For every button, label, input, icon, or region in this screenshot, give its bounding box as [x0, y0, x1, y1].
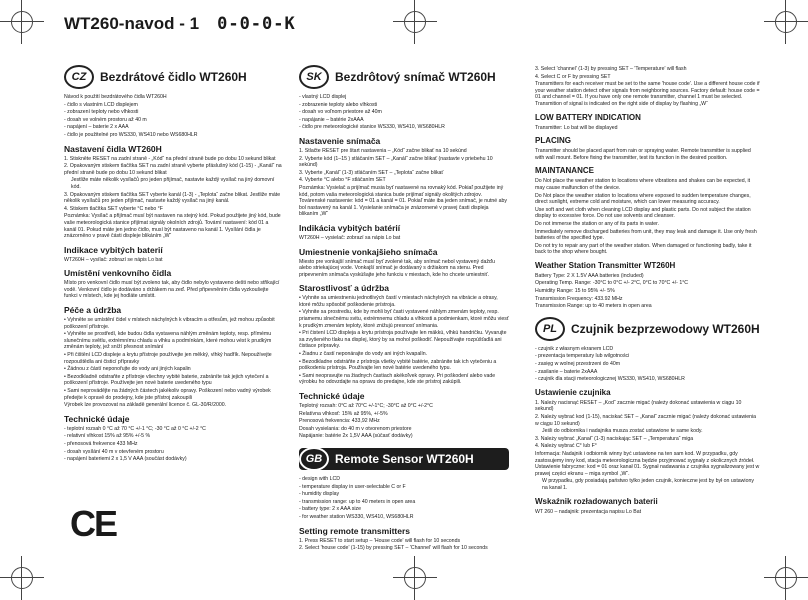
cz-care-item: • Vyhněte se umístění čidel v místech náchylných k vibracím a otřesům, jež mohou způsobit poškození přístroje.	[64, 317, 275, 330]
cz-setup-step: Jestliže máte několik vysílačů pro jeden přijímač, nastavte každý vysílač na jiný domovní kód.	[71, 177, 275, 190]
sk-care-item: • Vyhnite sa prostrediu, kde by mohli byť časti vystavené náhlym zmenám teploty, resp. priamemu slnečnému svitu, extrémnemu chladu a vlhkosti a podmienkam, ktoré môžu viesť k prudkým zmenám teploty, ktoré znižujú presnosť snímania.	[299, 309, 509, 329]
crop-mark-bottom-center	[393, 556, 437, 600]
gb-intro-line: - humidity display	[299, 491, 340, 498]
cz-tech-line: - přenosová frekvence 433 MHz	[64, 440, 138, 447]
gb-battery-heading: LOW BATTERY INDICATION	[535, 112, 641, 122]
cz-setup-step: 3. Opakovaným stiskem tlačítka SET vyberte kanál (1-3) - „Teplota“ začne blikat. Jestliže máte několik vysílačů pro jeden přijímač, nastavte každý vysílač na jiný kanál.	[64, 191, 281, 205]
gb-setup-step: 1. Press RESET to start setup – 'House code' will flash for 10 seconds	[299, 537, 461, 544]
gb-setup-note: Transmitters for each receiver must be set to the same 'house code'. Use a different house code if your weather station detect other signals from neighboring sources. Factory default: house code = 01 and channel = 01. If you have only one remote transmitter, channel 1 must be selected. Transmition of signal is indicated on the right side of display by flashing „W“	[535, 81, 760, 107]
gb-setup-step: 4. Select C or F by pressing SET	[535, 73, 611, 80]
gb-intro-line: - for weather station WS330, WS410, WS680HLR	[299, 513, 414, 520]
cz-intro-line: - čidlo s vlastním LCD displejem	[64, 101, 138, 108]
sk-setup-step: 4. Vyberte °C alebo °F stláčaním SET	[299, 177, 386, 184]
cz-tech-line: - dosah vysílání 40 m v otevřeném prostoru	[64, 448, 164, 455]
cz-intro-line: - zobrazení teploty nebo vlhkosti	[64, 109, 139, 116]
pl-title: Czujnik bezprzewodowy WT260H	[571, 321, 760, 336]
cz-tech-line: - napájení bateriemi 2 x 1,5 V AAA (součást dodávky)	[64, 456, 187, 463]
cz-care-item: • Bezodkladně odstraňte z přístroje všechny vybité baterie, zabráníte tak jejich vytečení a poškození přístroje. Používejte jen nové baterie uvedeného typu	[64, 373, 269, 387]
sk-tech-heading: Technické údaje	[299, 391, 365, 401]
sk-care-item: • Sami neopravujte na žiadnych častiach akékoľvek opravy. Pri poškodení alebo vade výrobku ho odovzdajte na opravu do predajne, kde ste prístroj zakúpili.	[299, 372, 496, 386]
sk-place-heading: Umiestnenie vonkajšieho snímača	[299, 246, 438, 257]
column-cz	[64, 58, 282, 464]
sk-battery-text: WT260H – vysielač: zobrazí sa nápis Lo bat	[299, 234, 401, 241]
cz-care-item: • Sami neprovádějte na žádných částech jakékoliv opravy. Poškození nebo vadný výrobek předejte k opravě do prodejny, kde jste přístroj zakoupili	[64, 388, 271, 401]
sk-tech-line: Relatívna vlhkosť: 15% až 95%, +/-5%	[299, 410, 388, 417]
pl-battery-heading: Wskaźnik rozładowanych baterii	[535, 496, 658, 506]
pl-intro-line: - czujnik dla stacji meteorologicznej WS330, WS410, WS680HLR	[535, 376, 685, 383]
sk-care-item: • Pri čistení LCD displeja a krytu prístroja používajte len mäkkú, vlhkú handričku. Vyvarujte sa zvyšeného tlaku na displej, ktorý by sa mohol poškodiť. Nepoužívajte rozpúšťadlá ani čistiace prípravky.	[299, 330, 507, 350]
pl-badge-icon: PL	[535, 317, 565, 341]
sk-tech-line: Dosah vysielania: do 40 m v otvorenom priestore	[299, 425, 412, 432]
gb-care-heading: MAINTANANCE	[535, 166, 594, 176]
sk-care-heading: Starostlivosť a údržba	[299, 283, 390, 294]
document-title: WT260-navod - 1	[64, 14, 200, 33]
gb-tech-line: Humidity Range: 15 to 95% +/- 5%	[535, 288, 615, 295]
sk-intro-line: - zobrazenie teploty alebo vlhkosti	[299, 101, 378, 108]
cz-intro-line: Návod k použití bezdrátového čidla WT260H	[64, 94, 167, 100]
pl-setup-note: Informacja: Nadajnik i odbiornik winny być ustawione na ten sam kod. W przypadku, gdy zastosujemy inny kod, stacja meteorologiczna będzie przyjmować sygnały z okolicznych źródeł. Ustawienie fabryczne: kod = 01 oraz kanał 01. Sygnał nadawania z czujnika sygnalizowany jest w prawej części ekranu – miga symbol „W“.	[535, 450, 760, 477]
sk-intro-line: - čidlo pre meteorologické stanice WS330, WS410, WS680HLR	[299, 124, 445, 131]
crop-mark-bottom-right	[764, 556, 808, 600]
cz-tech-line: - teplotní rozsah 0 °C až 70 °C +/-1 °C; -30 °C až 0 °C +/-2 °C	[64, 425, 206, 432]
gb-intro-line: - transmission range: up to 40 meters in open area	[299, 498, 416, 505]
pl-setup-step: 2. Naleźy wybrać kod (1-15), naciskać SET – „Kanał“ zacznie migać (należy dokonać ustawienia w ciągu 10 sekund)	[535, 414, 757, 427]
column-gb-pl	[535, 66, 760, 516]
pl-setup-step: 3. Należy wybrać „Kanał“ (1-3) naciskając SET – „Temperatura“ miga	[535, 435, 694, 442]
pl-setup-step: 1. Naleźy nacisnąć RESET – „Kod“ zacznie migać (należy dokonać ustawienia w ciągu 10 sekund)	[535, 399, 742, 413]
pl-setup-step: 4. Należy wybrać C° lub F°	[535, 443, 597, 450]
cz-setup-step: 2. Opakovaným stiskem tlačítka SET na zadní straně vyberte přáslušný kód (1-15) - „Kanál“ na přední straně bude po dobu 10 sekund blikat	[64, 163, 282, 176]
crop-mark-top-center	[393, 0, 437, 44]
gb-title: Remote Sensor WT260H	[335, 451, 474, 466]
document-header	[64, 14, 296, 34]
cz-setup-step: 1. Stiskněte RESET na zadní straně - „Kód“ na přední straně bude po dobu 10 sekund blikat	[64, 155, 276, 162]
sk-care-item: • Vyhnite sa umiestneniu jednotlivých častí v miestach náchylných na vibrácie a otrasy, ktoré môžu spôsobiť poškodenie prístroja.	[299, 295, 498, 308]
cz-place-heading: Umístění venkovního čidla	[64, 268, 172, 279]
cz-setup-heading: Nastavení čidla WT260H	[64, 143, 162, 154]
cz-care-heading: Péče a údržba	[64, 305, 122, 316]
crop-mark-top-right	[764, 0, 808, 44]
sk-setup-step: 2. Vyberte kód (1–15 ) stláčaním SET – „Kanál“ začne blikať (nastavte v priebehu 10 sekúnd)	[299, 155, 493, 169]
cz-intro-line: - napájení – baterie 2 x AAA	[64, 124, 129, 131]
sk-setup-heading: Nastavenie snímača	[299, 135, 381, 146]
sk-title: Bezdrôtový snímač WT260H	[335, 69, 496, 84]
gb-care-item: Immediately remove discharged batteries from unit, they may leak and damage it. Use only fresh batteries of the specified type.	[535, 228, 757, 242]
column-sk-gb	[299, 58, 509, 553]
cz-care-item: • Při čištění LCD displeje a krytu přístroje používejte jen měkký, vlhký hadřík. Nepoužívejte rozpouštědla ani čisticí přípravky	[64, 352, 272, 365]
cz-intro-line: - dosah ve volném prostoru až 40 m	[64, 116, 147, 123]
sk-care-item: • Žiadnu z častí neponárajte do vody ani iných kvapalín.	[299, 351, 428, 358]
section-cz-heading	[64, 66, 282, 88]
section-pl-heading	[535, 318, 760, 340]
gb-setup-heading: Setting remote transmitters	[299, 525, 410, 536]
sk-tech-line: Prenosová frekvencia: 433,92 MHz	[299, 418, 380, 425]
gb-place-heading: PLACING	[535, 136, 571, 146]
cz-intro-line: - čidlo je použitelné pro WS330, WS410 nebo WS680HLR	[64, 131, 198, 138]
gb-setup-step: 2. Select 'house code' (1-15) by pressing SET – 'Channel' will flash for 10 seconds	[299, 545, 488, 552]
ce-mark-icon: CE	[70, 503, 117, 544]
gb-intro-line: - design with LCD	[299, 475, 340, 482]
cz-care-item: Výrobek lze provozovat na základě generální licence č. GL-30/R/2000.	[64, 402, 227, 409]
cz-tech-heading: Technické údaje	[64, 413, 130, 424]
cz-battery-text: WT260H – vysílač: zobrazí se nápis Lo bat	[64, 256, 163, 263]
document-code: 0-0-0-K	[217, 14, 296, 34]
gb-care-item: Do Not place the weather station to locations where vibrations and shakes can be expected, it may cause malfunction of the device.	[535, 178, 751, 191]
pl-intro-line: - zasilanie – baterie 2xAAA	[535, 368, 598, 375]
pl-intro-line: - prezentacja temperatury lub wilgotności	[535, 353, 630, 360]
cz-setup-note: Poznámka: Vysílač a přijímač musí být nastaven na stejný kód. Pokud použijete jiný kód, bude vaše meteorologická stanice přijímat signály okolních zdrojů. Tovární nastavení: kód 01 a kanál 01. Pokud máte jen jedno čidlo, musí být nastaveno na kanál 1. Vysílání čidla je znázorněno v pravé části displeje blikáním „W“	[64, 213, 281, 240]
cz-badge-icon: CZ	[64, 65, 94, 89]
pl-intro-line: - zasięg w wolnej przestrzeni do 40m	[535, 361, 621, 368]
cz-intro	[64, 94, 282, 139]
cz-setup-step: 4. Stiskem tlačítka SET vyberte °C nebo °F	[64, 205, 163, 212]
gb-care-item: Do Not place the weather station to locations where exposed to sudden temperature changes, direct sunlight, extreme cold and moisture, which can lower measuring accuracy.	[535, 192, 751, 206]
sk-care-item: • Bezodkladne odstráňte z prístroja všetky vybité batérie, zabránite tak ich vytečeniu a poškodeniu prístroja. Používajte len nové batérie uvedeného typu.	[299, 358, 497, 372]
cz-battery-heading: Indikace vybitých baterií	[64, 244, 163, 255]
cz-place-text: Místo pro venkovní čidlo musí být zvoleno tak, aby čidlo nebylo vystaveno dešti nebo střikající vodě. Venkovní čidlo je dodáváno s držákem na zeď. Před připevněním čidla vyzkoušejte funkci v místech, kde jej hodláte umístit.	[64, 280, 280, 300]
crop-mark-top-left	[0, 0, 44, 44]
gb-battery-text: Transmitter: Lo bat will be displayed	[535, 124, 618, 131]
sk-setup-note: Poznámka: Vysielač a prijímač musia byť nastavené na rovnaký kód. Pokiaľ použijete iný kód, potom vaša meteorologická stanica bude prijímať signály okolitých zdrojov. Továrenské nastavenie: kód = 01 a kanál = 01. Pokiaľ máte iba jeden snímač, je nutné aby bol nastavený na kanál 1. Vysielanie snímača je znázornené v pravej časti displeja blikaním „W“	[299, 184, 507, 218]
section-sk-heading	[299, 66, 509, 88]
sk-setup-step: 3. Vyberte „Kanál“ (1-3) stláčaním SET – „Teplota“ začne blikať	[299, 169, 444, 176]
pl-setup-note: W przypadku, gdy posiadają państwo tylko jeden czujnik, konieczne jest by był on ustawiony na kanał 1.	[542, 478, 754, 491]
sk-intro-line: - vlastný LCD displej	[299, 94, 347, 100]
gb-care-item: Do not immerse the station or any of its parts in water.	[535, 220, 659, 227]
gb-tech-line: Transmission Frequency: 433.92 MHz	[535, 295, 623, 302]
gb-tech-line: Operating Temp. Range: -30°C to 0°C +/- 2°C, 0°C to 70°C +/- 1°C	[535, 280, 689, 287]
sk-tech-line: Teplotný rozsah: 0°C až 70°C +/-1°C; -30°C až 0°C +/-2°C	[299, 403, 433, 409]
sk-setup-step: 1. Stlačte RESET pre štart nastavenia – „Kód“ začne blikať na 10 sekúnd	[299, 147, 467, 154]
section-gb-heading	[299, 448, 509, 470]
pl-setup-step: Jeśli do odbiornika i nadajnika musza zostać ustawione te same kody.	[542, 428, 703, 435]
sk-tech-line: Napájanie: batérie 2x 1,5V AAA (súčasť dodávky)	[299, 433, 413, 440]
sk-place-text: Miesto pre vonkajší snímač musí byť zvolené tak, aby snímač nebol vystavený dažďu alebo striekajúcej vode. Vonkajší snímač je dodávaný s držiakom na stenu. Pred pripevnením snímača vyskúšajte jeho funkciu v miestach, kde ho chcete umiestniť.	[299, 258, 496, 278]
gb-tech-line: Transmission Range: up to 40 meters in open area	[535, 303, 652, 310]
gb-intro-line: - battery type: 2 x AAA size	[299, 506, 361, 513]
cz-care-item: • Vyhněte se prostředí, kde budou čidla vystavena náhlým změnám teploty, resp. přímému slunečnímu světlu, extrémnímu chladu a vlhku a podmínkám, které mohou vést k prudkým změnám teploty, jež sníží přesnost snímání	[64, 331, 272, 351]
cz-title: Bezdrátové čidlo WT260H	[100, 69, 247, 84]
crop-mark-bottom-left	[0, 556, 44, 600]
sk-badge-icon: SK	[299, 65, 329, 89]
gb-tech-line: Battery Type: 2 X 1.5V AAA batteries (included)	[535, 272, 644, 279]
gb-place-text: Transmitter should be placed apart from rain or spraying water. Remote transmitter is supplied with wall mount. Before fixing the transmitter, test its function in the desired position.	[535, 148, 751, 161]
pl-setup-heading: Ustawienie czujnika	[535, 387, 611, 397]
sk-battery-heading: Indikácia vybitých batérií	[299, 222, 401, 233]
gb-care-item: Do not try to repair any part of the weather station. When damaged or functioning badly, take it back to the shop where bought.	[535, 242, 752, 256]
sk-intro-line: - dosah vo voľnom priestore až 40m	[299, 109, 382, 116]
gb-setup-step: 3. Select 'channel' (1-3) by pressing SET – 'Temperature' will flash	[535, 66, 687, 72]
gb-tech-heading: Weather Station Transmitter WT260H	[535, 260, 676, 270]
gb-badge-icon: GB	[299, 447, 329, 471]
pl-intro-line: - czujnik z własnym ekranem LCD	[535, 345, 614, 352]
cz-tech-line: - relativní vlhkost 15% až 95% +/-5 %	[64, 433, 151, 440]
sk-intro-line: - napájanie – batérie 2xAAA	[299, 116, 364, 123]
cz-care-item: • Žádnou z částí neponořujte do vody ani jiných kapalin	[64, 366, 191, 373]
pl-battery-text: WT 260 – nadajnik: prezentacja napisu Lo Bat	[535, 508, 642, 515]
gb-care-item: Use soft and wet cloth when cleaning LCD display and plastic parts. Do not subject the station display to excessive force. Do not use solvents and cleanser.	[535, 206, 751, 220]
gb-intro-line: - temperature display in user-selectable C or F	[299, 483, 406, 490]
